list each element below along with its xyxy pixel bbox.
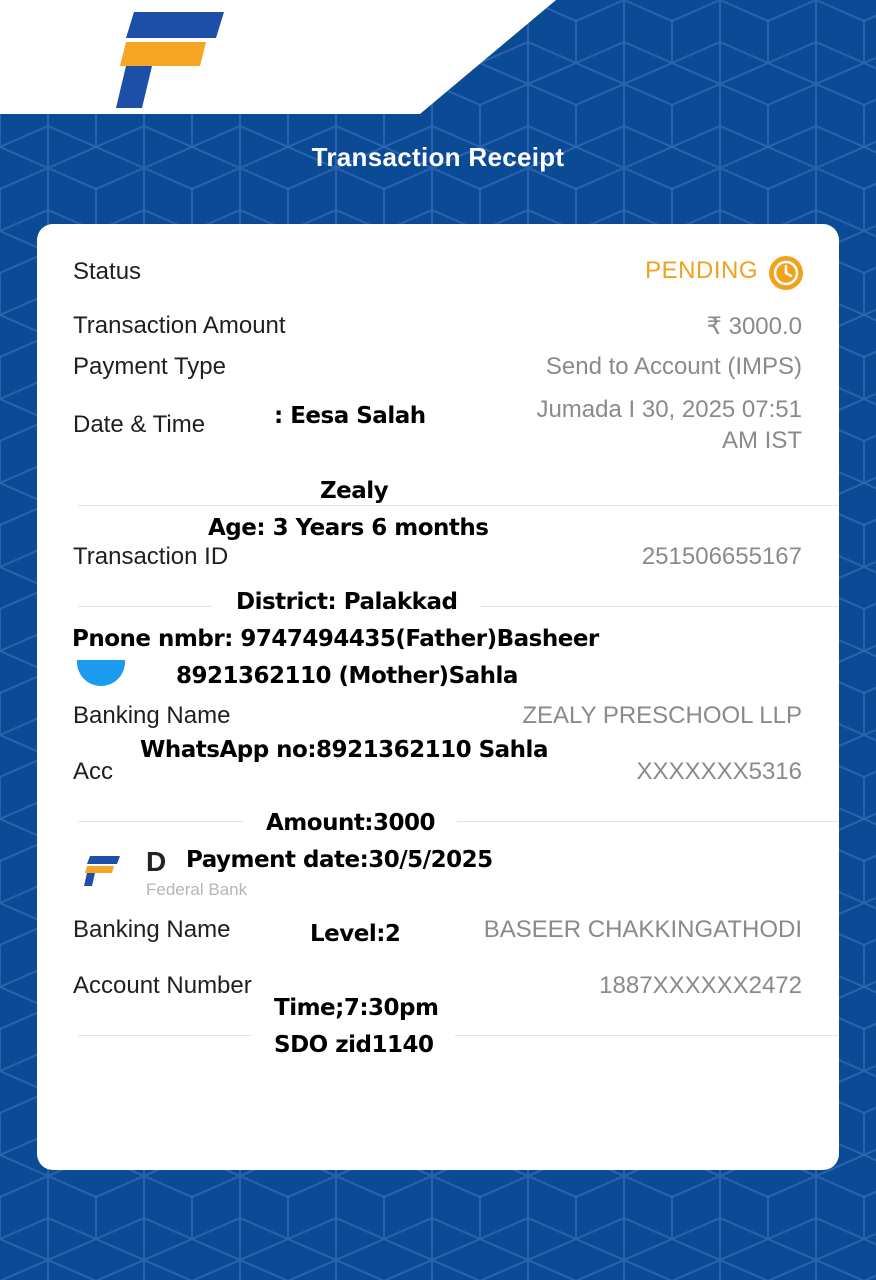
overlay-sdo: SDO zid1140 — [252, 1032, 455, 1058]
divider — [78, 1035, 838, 1036]
federal-bank-logo-icon — [84, 856, 120, 886]
amount-label: Transaction Amount — [73, 312, 286, 339]
date-time-value-line1: Jumada I 30, 2025 07:51 — [536, 396, 802, 423]
overlay-district: District: Palakkad — [212, 589, 481, 615]
status-label: Status — [73, 258, 142, 285]
overlay-age: Age: 3 Years 6 months — [196, 515, 501, 541]
date-time-value-line2: AM IST — [721, 427, 802, 454]
payment-type-label: Payment Type — [73, 353, 226, 380]
payee-banking-name-label: Banking Name — [73, 702, 231, 729]
clock-icon — [767, 254, 805, 292]
overlay-phone-mother: 8921362110 (Mother)Sahla — [170, 663, 524, 689]
overlay-school: Zealy — [290, 478, 418, 504]
amount-value: ₹ 3000.0 — [706, 313, 802, 340]
overlay-level: Level:2 — [304, 921, 406, 947]
payee-account-value: XXXXXXX5316 — [636, 758, 802, 785]
date-time-label: Date & Time — [73, 411, 206, 438]
divider — [78, 821, 838, 822]
bank-logo-icon — [77, 660, 125, 686]
payer-bank-initial: D — [146, 846, 167, 877]
overlay-phone-father: Pnone nmbr: 9747494435(Father)Basheer — [66, 626, 605, 652]
payee-account-label: Acc — [73, 758, 114, 785]
page-title: Transaction Receipt — [311, 142, 565, 172]
divider — [78, 505, 838, 506]
status-badge: PENDING — [645, 257, 758, 284]
payer-banking-name-value: BASEER CHAKKINGATHODI — [483, 916, 802, 943]
overlay-payment-date: Payment date:30/5/2025 — [180, 847, 499, 873]
payer-banking-name-label: Banking Name — [73, 916, 231, 943]
transaction-id-label: Transaction ID — [73, 543, 229, 570]
federal-bank-logo-icon — [116, 12, 226, 110]
overlay-time: Time;7:30pm — [252, 995, 460, 1021]
overlay-name: : Eesa Salah — [274, 403, 426, 429]
transaction-id-value: 251506655167 — [641, 543, 802, 570]
payment-type-value: Send to Account (IMPS) — [545, 353, 802, 380]
payee-banking-name-value: ZEALY PRESCHOOL LLP — [522, 702, 802, 729]
overlay-amount: Amount:3000 — [244, 810, 457, 836]
payer-account-label: Account Number — [73, 972, 252, 999]
payer-account-value: 1887XXXXXX2472 — [599, 972, 802, 999]
overlay-whatsapp: WhatsApp no:8921362110 Sahla — [134, 737, 554, 763]
payer-bank-name: Federal Bank — [146, 880, 248, 898]
